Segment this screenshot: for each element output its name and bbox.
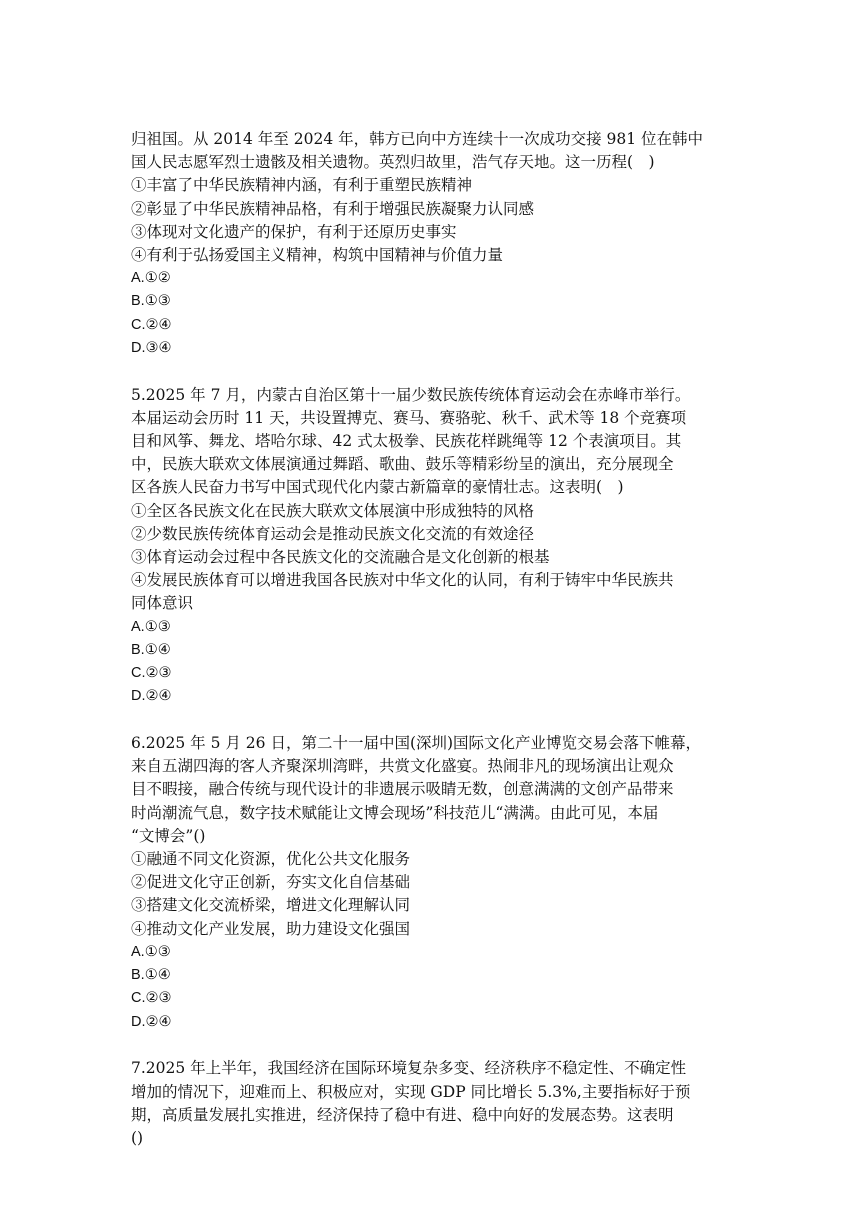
stem-line: () xyxy=(131,1128,144,1147)
question-6-stem xyxy=(131,732,731,848)
choice-a: A.①③ xyxy=(131,943,171,960)
stem-line: 增加的情况下，迎难而上、积极应对，实现 GDP 同比增长 5.3%,主要指标好于预 xyxy=(131,1082,691,1101)
question-5 xyxy=(131,384,731,709)
stem-line: 6.2025 年 5 月 26 日，第二十一届中国(深圳)国际文化产业博览交易会落下帷幕， xyxy=(131,734,702,753)
question-6-choices xyxy=(131,941,731,1034)
choice-a: A.①② xyxy=(131,270,171,287)
choice-d: D.③④ xyxy=(131,339,172,356)
statement-2: ②彰显了中华民族精神品格，有利于增强民族凝聚力认同感 xyxy=(131,199,535,218)
stem-line: 区各族人民奋力书写中国式现代化内蒙古新篇章的豪情壮志。这表明( ) xyxy=(131,478,624,497)
statement-4: ④推动文化产业发展，助力建设文化强国 xyxy=(131,919,411,938)
question-4-statements xyxy=(131,174,731,267)
statement-3: ③体现对文化遗产的保护，有利于还原历史事实 xyxy=(131,222,457,241)
statement-1: ①融通不同文化资源，优化公共文化服务 xyxy=(131,850,411,869)
statement-4: ④发展民族体育可以增进我国各民族对中华文化的认同，有利于铸牢中华民族共 xyxy=(131,571,674,590)
question-5-stem xyxy=(131,384,731,500)
choice-d: D.②④ xyxy=(131,1013,172,1030)
stem-line: 国人民志愿军烈士遗骸及相关遗物。英烈归故里，浩气存天地。这一历程( ) xyxy=(131,153,655,172)
choice-b: B.①③ xyxy=(131,293,171,310)
question-gap xyxy=(131,360,731,384)
statement-2: ②促进文化守正创新，夯实文化自信基础 xyxy=(131,873,411,892)
choice-d: D.②④ xyxy=(131,688,172,705)
question-5-statements xyxy=(131,500,731,616)
question-7 xyxy=(131,1057,731,1150)
question-gap xyxy=(131,708,731,732)
choice-c: C.②④ xyxy=(131,316,172,333)
stem-line: “文博会”() xyxy=(131,826,206,845)
choice-c: C.②③ xyxy=(131,990,172,1007)
question-4 xyxy=(131,128,731,360)
choice-b: B.①④ xyxy=(131,641,171,658)
stem-line: 来自五湖四海的客人齐聚深圳湾畔，共赏文化盛宴。热闹非凡的现场演出让观众 xyxy=(131,757,674,776)
statement-3: ③体育运动会过程中各民族文化的交流融合是文化创新的根基 xyxy=(131,548,550,567)
question-6 xyxy=(131,732,731,1034)
stem-line: 7.2025 年上半年，我国经济在国际环境复杂多变、经济秩序不稳定性、不确定性 xyxy=(131,1059,687,1078)
statement-1: ①全区各民族文化在民族大联欢文体展演中形成独特的风格 xyxy=(131,501,535,520)
statement-3: ③搭建文化交流桥梁，增进文化理解认同 xyxy=(131,896,411,915)
question-6-statements xyxy=(131,848,731,941)
stem-line: 时尚潮流气息，数字技术赋能让文博会现场”科技范儿“满满。由此可见，本届 xyxy=(131,803,659,822)
statement-1: ①丰富了中华民族精神内涵，有利于重塑民族精神 xyxy=(131,176,473,195)
question-gap xyxy=(131,1034,731,1058)
statement-4-continued: 同体意识 xyxy=(131,594,194,613)
stem-line: 目和风筝、舞龙、塔哈尔球、42 式太极拳、民族花样跳绳等 12 个表演项目。其 xyxy=(131,432,682,451)
question-4-stem xyxy=(131,128,731,174)
choice-b: B.①④ xyxy=(131,967,171,984)
question-7-stem xyxy=(131,1057,731,1150)
statement-4: ④有利于弘扬爱国主义精神，构筑中国精神与价值力量 xyxy=(131,246,504,265)
stem-line: 本届运动会历时 11 天，共设置搏克、赛马、赛骆驼、秋千、武术等 18 个竞赛项 xyxy=(131,408,687,427)
choice-c: C.②③ xyxy=(131,665,172,682)
choice-a: A.①③ xyxy=(131,618,171,635)
statement-2: ②少数民族传统体育运动会是推动民族文化交流的有效途径 xyxy=(131,524,535,543)
stem-line: 5.2025 年 7 月，内蒙古自治区第十一届少数民族传统体育运动会在赤峰市举行。 xyxy=(131,385,691,404)
stem-line: 归祖国。从 2014 年至 2024 年，韩方已向中方连续十一次成功交接 981 位在韩中 xyxy=(131,130,704,148)
stem-line: 期，高质量发展扎实推进，经济保持了稳中有进、稳中向好的发展态势。这表明 xyxy=(131,1105,674,1124)
question-4-choices xyxy=(131,267,731,360)
stem-line: 中，民族大联欢文体展演通过舞蹈、歌曲、鼓乐等精彩纷呈的演出，充分展现全 xyxy=(131,455,674,474)
stem-line: 目不暇接，融合传统与现代设计的非遗展示吸睛无数，创意满满的文创产品带来 xyxy=(131,780,674,799)
question-5-choices xyxy=(131,616,731,709)
exam-page xyxy=(131,128,731,1150)
